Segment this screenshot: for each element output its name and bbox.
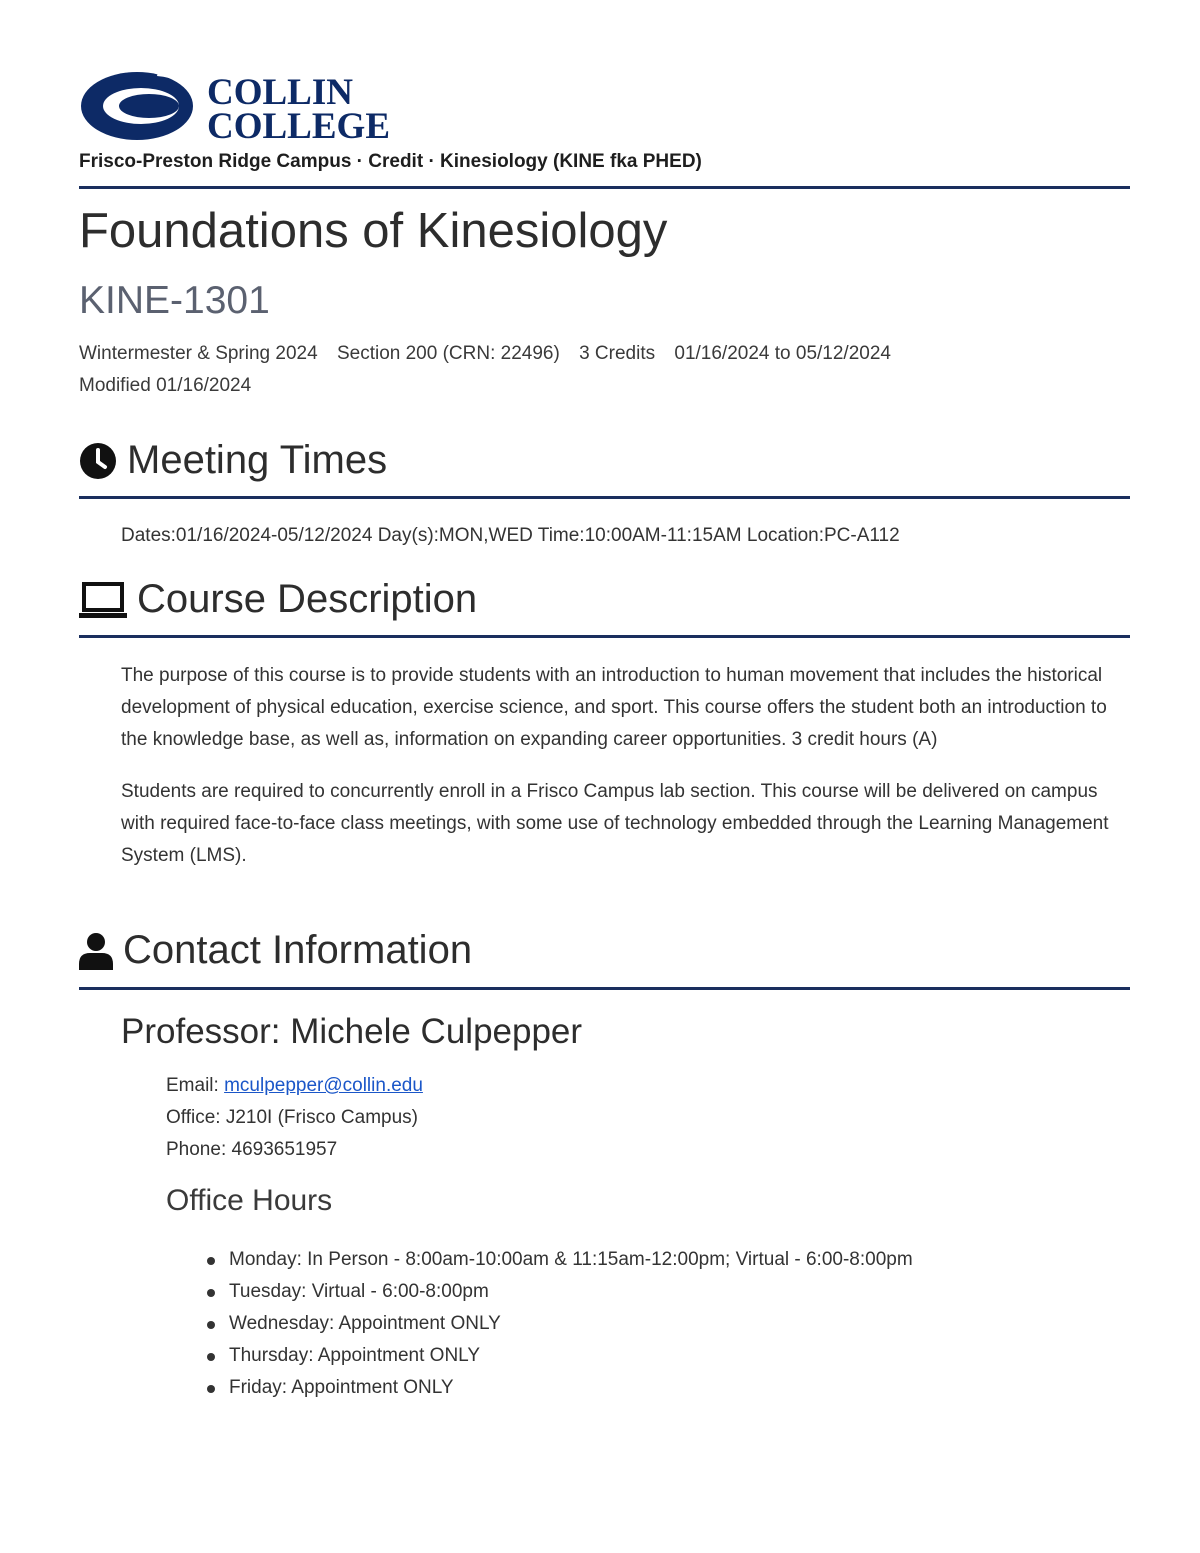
office-hours-list (229, 1244, 913, 1404)
course-title: Foundations of Kinesiology (79, 204, 668, 258)
course-code: KINE-1301 (79, 279, 270, 322)
course-section: Section 200 (CRN: 22496) (336, 343, 560, 364)
course-dates: 01/16/2024 to 05/12/2024 (674, 343, 891, 364)
meeting-divider (79, 496, 1130, 499)
clock-icon (79, 442, 117, 480)
list-item: Tuesday: Virtual - 6:00-8:00pm (229, 1276, 913, 1308)
list-item: Monday: In Person - 8:00am-10:00am & 11:15am-12:00pm; Virtual - 6:00-8:00pm (229, 1244, 913, 1276)
list-item: Wednesday: Appointment ONLY (229, 1308, 913, 1340)
person-icon (79, 932, 113, 970)
description-paragraph: Students are required to concurrently enroll in a Frisco Campus lab section. This course will be delivered on campus with required face-to-face class meetings, with some use of technology embedded through the Learning Management System (LMS). (121, 781, 1109, 866)
course-description (121, 660, 1130, 892)
professor-name: Professor: Michele Culpepper (121, 1012, 583, 1051)
collin-swoosh-icon (79, 68, 197, 142)
contact-information-heading: Contact Information (79, 928, 472, 973)
office-row: Office: J210I (Frisco Campus) (166, 1107, 419, 1128)
logo-wordmark: COLLIN COLLEGE (207, 72, 390, 147)
email-row (166, 1070, 423, 1102)
meeting-times-heading: Meeting Times (79, 438, 387, 483)
laptop-icon (79, 581, 127, 619)
course-term: Wintermester & Spring 2024 (79, 343, 318, 364)
course-description-heading: Course Description (79, 577, 477, 622)
collin-college-logo (79, 68, 390, 147)
course-meta (79, 343, 905, 365)
contact-divider (79, 987, 1130, 990)
meeting-details: Dates:01/16/2024-05/12/2024 Day(s):MON,WED Time:10:00AM-11:15AM Location:PC-A112 (121, 525, 900, 546)
description-paragraph: The purpose of this course is to provide students with an introduction to human movement that includes the historical development of physical education, exercise science, and sport. This course offers the student both an introduction to the knowledge base, as well as, information on expanding career opportunities. 3 credit hours (A) (121, 665, 1107, 750)
breadcrumb: Frisco-Preston Ridge Campus · Credit · Kinesiology (KINE fka PHED) (79, 151, 702, 172)
list-item: Friday: Appointment ONLY (229, 1372, 913, 1404)
course-credits: 3 Credits (579, 343, 656, 364)
list-item: Thursday: Appointment ONLY (229, 1340, 913, 1372)
description-divider (79, 635, 1130, 638)
contact-details (166, 1070, 423, 1166)
email-label: Email: (166, 1075, 225, 1096)
office-hours-title: Office Hours (166, 1184, 333, 1217)
header-divider (79, 186, 1130, 189)
phone-row: Phone: 4693651957 (166, 1139, 338, 1160)
email-link[interactable]: mculpepper@collin.edu (224, 1075, 423, 1096)
modified-date: Modified 01/16/2024 (79, 375, 252, 396)
